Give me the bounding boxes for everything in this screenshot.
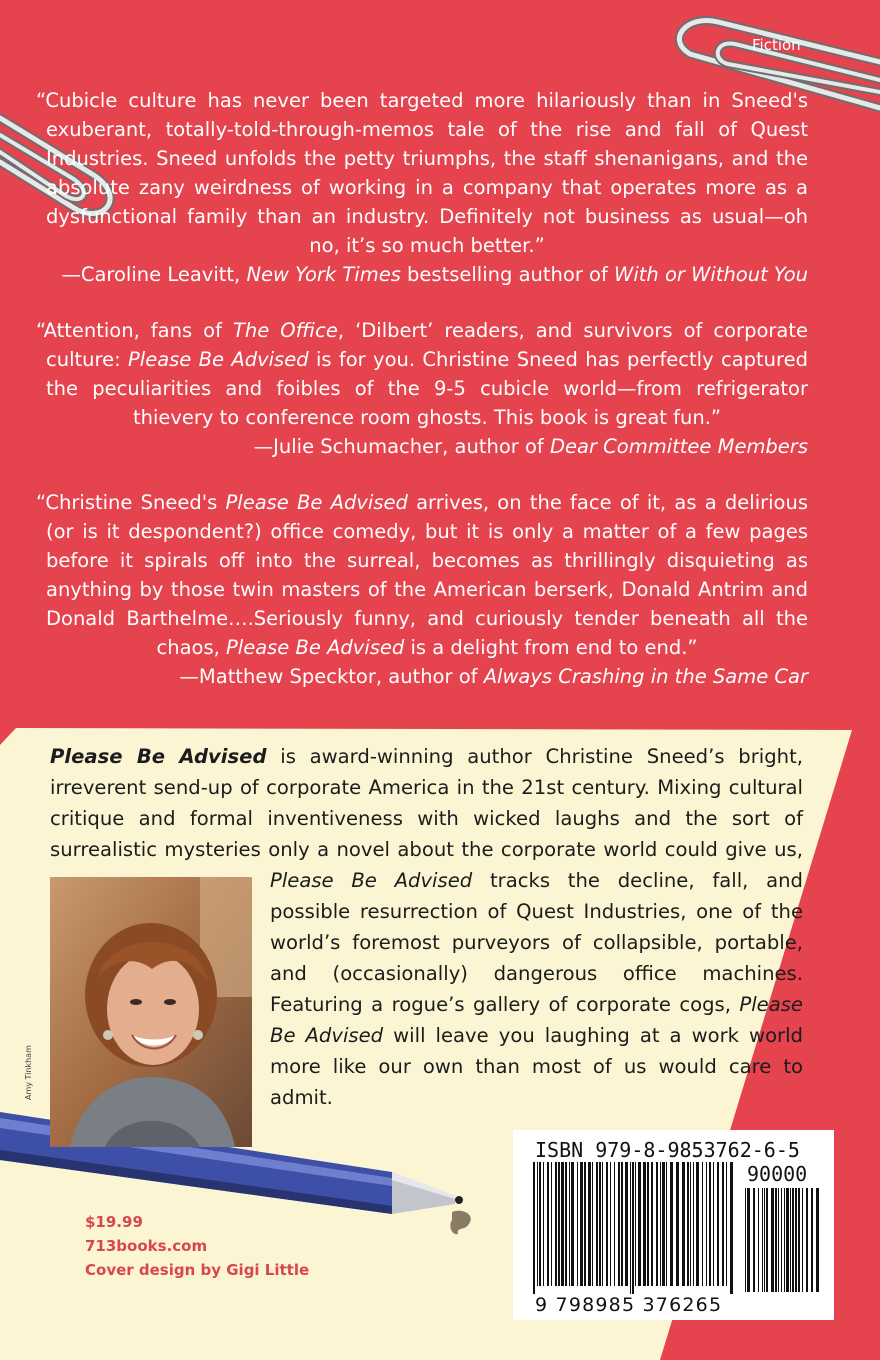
barcode-addon-bar — [753, 1188, 755, 1292]
quote-text — [36, 316, 808, 432]
book-title: Please Be Advised — [50, 745, 267, 768]
barcode-bar — [571, 1162, 574, 1286]
cover-design-credit: Cover design by Gigi Little — [85, 1261, 310, 1279]
book-description — [50, 741, 803, 1153]
barcode-bar — [569, 1162, 570, 1286]
barcode-bar — [682, 1162, 685, 1286]
attribution-middle: bestselling author of — [400, 263, 615, 286]
barcode-bar — [596, 1162, 598, 1286]
barcode-addon-bar — [802, 1188, 803, 1292]
barcode-bar — [676, 1162, 679, 1286]
barcode-bar — [706, 1162, 707, 1286]
quote-attribution — [46, 432, 808, 461]
quote-part: is a delight from end to end.” — [404, 636, 698, 659]
barcode-bar — [638, 1162, 641, 1286]
description-text: will leave you laughing at a work world more like our own than most of us would care to admit. — [270, 1024, 803, 1109]
publisher-website: 713books.com — [85, 1237, 208, 1255]
quote-text: “Cubicle culture has never been targeted more hilariously than in Sneed's exuberant, totally-told-through-memos tale of the rise and fall of Quest Industries. Sneed unfolds the petty triumphs, the staff shenanigans, and the absolute zany weirdness of working in a company that operates more as a dysfunctional family than an industry. Definitely not business as usual—oh no, it’s so much better.” — [36, 89, 808, 257]
review-quote-leavitt — [36, 86, 808, 289]
ean-digits: 9 798985 376265 — [535, 1294, 723, 1316]
barcode-bar — [635, 1162, 636, 1286]
quote-part: , ‘Dilbert’ readers, and survivors of corporate culture: — [46, 319, 808, 371]
barcode-bar — [687, 1162, 689, 1286]
publisher-info — [85, 1210, 309, 1282]
quote-part: arrives, on the face of it, as a delirious (or is it despondent?) office comedy, but it is only a matter of a few pages before it spirals off into the surreal, becomes as thrillingly disquieting as anything by those twin masters of the American berserk, Donald Antrim and Donald Barthelme….Seriously funny, and curiously tender beneath all the chaos, — [46, 491, 809, 659]
barcode-addon-bar — [775, 1188, 777, 1292]
quote-part: “Attention, fans of — [36, 319, 233, 342]
barcode-addon-bar — [792, 1188, 794, 1292]
genre-label: Fiction — [752, 36, 801, 54]
description-text: tracks the decline, fall, and possible resurrection of Quest Industries, one of the world’s foremost purveyors of collapsible, portable, and (occasionally) dangerous office machines. Featuring a rogue’s gallery of corporate cogs, — [270, 869, 803, 1016]
quote-title: The Office — [233, 319, 338, 342]
barcode-bar — [651, 1162, 653, 1286]
author-portrait-image — [50, 877, 252, 1147]
barcode-bar — [610, 1162, 611, 1286]
barcode-bar — [726, 1162, 727, 1286]
price-addon-number: 90000 — [747, 1162, 808, 1186]
isbn-barcode — [513, 1130, 834, 1320]
barcode-bar — [537, 1162, 538, 1286]
barcode-addon-bar — [790, 1188, 791, 1292]
barcode-bar — [577, 1162, 578, 1286]
barcode-bar — [647, 1162, 649, 1286]
barcode-bar — [539, 1162, 541, 1286]
barcode-bar — [588, 1162, 591, 1286]
barcode-bar — [643, 1162, 646, 1286]
barcode-bar — [618, 1162, 620, 1286]
barcode-bar — [543, 1162, 544, 1286]
barcode-addon-bar — [784, 1188, 785, 1292]
barcode-addon-bar — [795, 1188, 797, 1292]
barcode-addon-bar — [745, 1188, 746, 1292]
review-quote-specktor — [36, 488, 809, 691]
barcode-addon-bar — [811, 1188, 813, 1292]
barcode-addon-bar — [764, 1188, 765, 1292]
attribution-prefix: —Caroline Leavitt, — [61, 263, 247, 286]
quote-title: Please Be Advised — [226, 636, 405, 659]
barcode-addon-bar — [816, 1188, 819, 1292]
barcode-bar — [702, 1162, 703, 1286]
barcode-bar — [625, 1162, 628, 1286]
quote-part: is for you. Christine Sneed has perfectly captured the peculiarities and foibles of the 9-5 cubicle world—from refrigerator thievery to conference room ghosts. This book is great fun.” — [46, 348, 808, 429]
barcode-addon-bar — [762, 1188, 763, 1292]
review-quote-schumacher — [36, 316, 808, 461]
barcode-bar — [602, 1162, 603, 1286]
barcode-bar — [592, 1162, 593, 1286]
book-title: Please Be Advised — [270, 993, 803, 1047]
barcode-bar — [670, 1162, 673, 1286]
barcode-bar — [561, 1162, 564, 1286]
barcode-bar — [656, 1162, 658, 1286]
barcode-bar — [717, 1162, 719, 1286]
price: $19.99 — [85, 1213, 143, 1231]
barcode-bar — [632, 1162, 634, 1294]
barcode-addon-bar — [798, 1188, 800, 1292]
attribution-prefix: —Matthew Specktor, author of — [179, 665, 484, 688]
barcode-bar — [722, 1162, 724, 1286]
barcode-bar — [558, 1162, 560, 1286]
barcode-addon-bar — [758, 1188, 759, 1292]
barcode-bar — [599, 1162, 601, 1286]
description-paragraph — [50, 741, 803, 1113]
barcode-addon-bar — [781, 1188, 782, 1292]
barcode-bar — [621, 1162, 623, 1286]
barcode-bar — [614, 1162, 615, 1286]
barcode-bar — [662, 1162, 665, 1286]
barcode-addon-bar — [778, 1188, 779, 1292]
barcode-bar — [533, 1162, 535, 1294]
isbn-text: ISBN 979-8-9853762-6-5 — [535, 1138, 800, 1162]
barcode-bar — [565, 1162, 567, 1286]
attribution-prefix: —Julie Schumacher, author of — [253, 435, 550, 458]
barcode-addon-bar — [766, 1188, 768, 1292]
quote-text — [36, 488, 809, 662]
barcode-bar — [606, 1162, 608, 1286]
quote-title: Please Be Advised — [128, 348, 309, 371]
barcode-bar — [690, 1162, 691, 1286]
barcode-bar — [696, 1162, 699, 1286]
photo-credit: Amy Tinkham — [24, 1045, 33, 1100]
barcode-bar — [584, 1162, 586, 1286]
barcode-bar — [730, 1162, 733, 1294]
attribution-publication: New York Times — [246, 263, 401, 286]
barcode-bar — [709, 1162, 711, 1286]
barcode-bar — [630, 1162, 631, 1294]
book-title: Please Be Advised — [270, 869, 473, 892]
author-photo — [50, 877, 252, 1147]
quote-attribution — [46, 662, 808, 691]
quote-title: Please Be Advised — [225, 491, 408, 514]
attribution-work: With or Without You — [614, 263, 808, 286]
barcode-bar — [547, 1162, 549, 1286]
barcode-bar — [713, 1162, 714, 1286]
barcode-bar — [551, 1162, 552, 1286]
barcode-addon-bar — [786, 1188, 789, 1292]
attribution-work: Dear Committee Members — [550, 435, 808, 458]
barcode-addon-bar — [747, 1188, 750, 1292]
attribution-work: Always Crashing in the Same Car — [483, 665, 808, 688]
barcode-bar — [666, 1162, 667, 1286]
barcode-bar — [580, 1162, 583, 1286]
quote-part: “Christine Sneed's — [36, 491, 226, 514]
barcode-bar — [555, 1162, 557, 1286]
barcode-bar — [693, 1162, 694, 1286]
barcode-addon-bar — [806, 1188, 808, 1292]
quote-attribution — [46, 260, 808, 289]
barcode-bar — [660, 1162, 661, 1286]
description-text: is award-winning author Christine Sneed’s bright, irreverent send-up of corporate America in the 21st century. Mixing cultural critique and formal inventiveness with wicked laughs and the sort of surrealistic mysteries only a novel about the corporate world could give us, — [50, 745, 803, 861]
barcode-addon-bar — [771, 1188, 774, 1292]
